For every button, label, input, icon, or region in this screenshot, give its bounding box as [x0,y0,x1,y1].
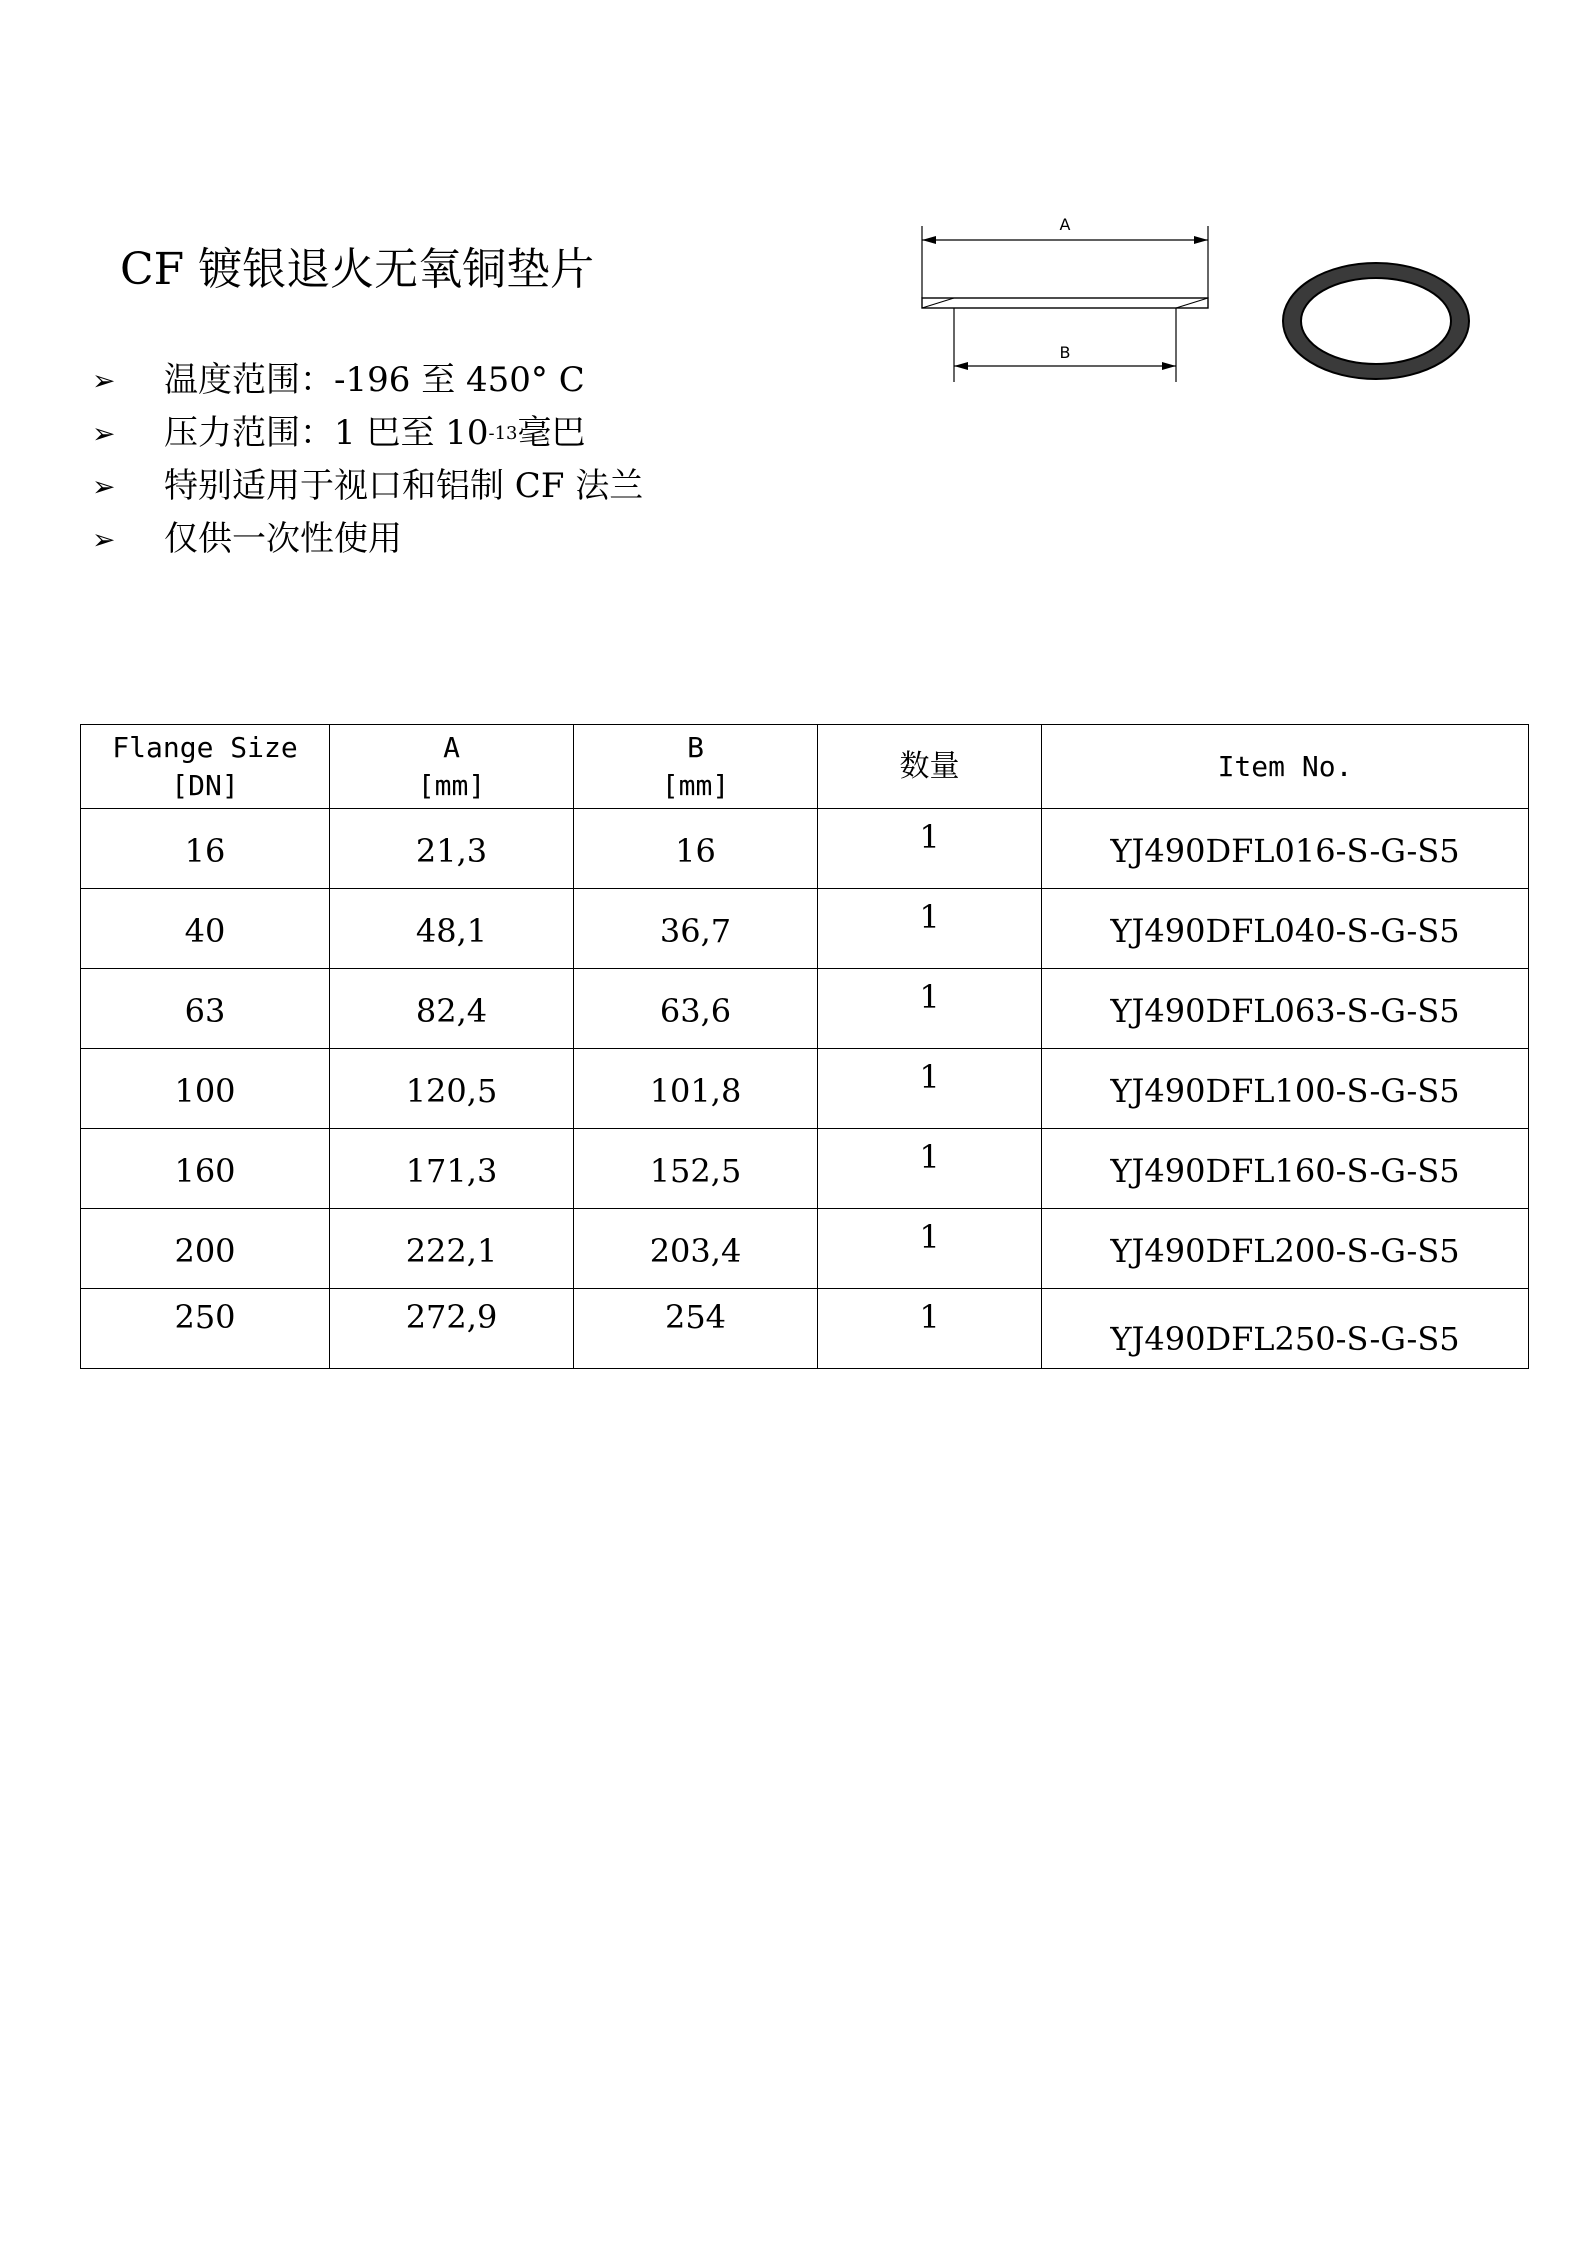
cell-item-no [1042,809,1529,889]
arrow-bullet-icon: ➢ [92,523,116,556]
header-b-unit: [mm] [661,768,730,802]
cell-a [330,1049,574,1129]
gasket-ring-image [1276,256,1476,386]
cell-dn-value: 16 [184,831,226,870]
header-a-label: A [443,730,460,764]
cell-qty-value: 1 [919,897,940,936]
cell-qty [818,809,1042,889]
header-b [574,725,818,809]
page-title: CF 镀银退火无氧铜垫片 [120,244,595,295]
cell-b-value: 16 [675,831,716,870]
cell-b [574,1129,818,1209]
cell-item-no-value: YJ490DFL016-S-G-S5 [1110,831,1460,870]
cell-item-no [1042,969,1529,1049]
cell-b [574,809,818,889]
cell-dn [81,1209,330,1289]
cell-a-value: 48,1 [415,911,488,950]
gasket-dimension-diagram [900,206,1230,386]
feature-list [92,354,643,566]
cell-dn [81,969,330,1049]
table-header-row [81,725,1529,809]
header-item-no: Item No. [1042,725,1529,809]
cell-item-no [1042,1289,1529,1369]
dimension-label-b: B [1059,343,1071,362]
cell-b [574,1209,818,1289]
cell-dn-value: 160 [174,1151,236,1190]
table-row [81,1289,1529,1369]
cell-b [574,889,818,969]
cell-item-no-value: YJ490DFL063-S-G-S5 [1110,991,1460,1030]
header-b-label: B [687,730,704,764]
cell-qty [818,889,1042,969]
cell-a [330,889,574,969]
cell-dn [81,809,330,889]
arrow-bullet-icon: ➢ [92,417,116,450]
table-row [81,889,1529,969]
cell-a [330,969,574,1049]
cell-b-value: 63,6 [659,991,732,1030]
header-flange-size-label: Flange Size [112,730,298,764]
cell-a-value: 120,5 [405,1071,498,1110]
table-row [81,969,1529,1049]
cell-dn-value: 40 [184,911,226,950]
cell-a [330,809,574,889]
header-flange-size-unit: [DN] [171,768,239,802]
feature-item-single-use [92,513,643,566]
arrow-bullet-icon: ➢ [92,470,116,503]
feature-text-post: 毫巴 [517,413,586,453]
dimension-label-a: A [1059,215,1071,234]
feature-text-pre: 压力范围：1 巴至 10 [164,413,489,453]
header-a [330,725,574,809]
cell-a-value: 171,3 [405,1151,498,1190]
header-a-unit: [mm] [417,768,486,802]
cell-item-no-value: YJ490DFL160-S-G-S5 [1110,1151,1460,1190]
cell-qty-value: 1 [919,1137,940,1176]
cell-qty-value: 1 [919,977,940,1016]
cell-qty [818,1289,1042,1369]
cell-qty-value: 1 [919,817,940,856]
cell-item-no-value: YJ490DFL200-S-G-S5 [1110,1231,1460,1270]
cell-a [330,1129,574,1209]
cell-dn-value: 250 [174,1297,236,1336]
cell-a [330,1209,574,1289]
cell-dn-value: 63 [184,991,226,1030]
cell-b-value: 254 [664,1297,727,1336]
feature-text: 特别适用于视口和铝制 CF 法兰 [164,466,644,506]
cell-b-value: 36,7 [659,911,732,950]
cell-b [574,1049,818,1129]
cell-qty-value: 1 [919,1217,940,1256]
cell-dn [81,1049,330,1129]
feature-text: 温度范围：-196 至 450° C [164,360,585,400]
cell-item-no-value: YJ490DFL100-S-G-S5 [1110,1071,1460,1110]
table-row [81,1209,1529,1289]
cell-b [574,1289,818,1369]
cell-dn-value: 100 [174,1071,236,1110]
header-quantity: 数量 [818,725,1042,809]
cell-qty-value: 1 [919,1297,940,1336]
cell-item-no [1042,1209,1529,1289]
feature-item-usage [92,460,643,513]
cell-dn [81,1289,330,1369]
cell-b [574,969,818,1049]
cell-item-no [1042,1049,1529,1129]
feature-item-temperature [92,354,643,407]
cell-b-value: 101,8 [649,1071,742,1110]
table-row [81,1049,1529,1129]
cell-item-no [1042,889,1529,969]
cell-qty [818,1049,1042,1129]
cell-a-value: 21,3 [415,831,488,870]
cell-item-no [1042,1129,1529,1209]
cell-b-value: 152,5 [649,1151,742,1190]
table-row [81,1129,1529,1209]
cell-item-no-value: YJ490DFL040-S-G-S5 [1110,911,1460,950]
cell-a-value: 222,1 [405,1231,498,1270]
cell-b-value: 203,4 [649,1231,742,1270]
arrow-bullet-icon: ➢ [92,364,116,397]
cell-qty [818,1209,1042,1289]
cell-qty [818,1129,1042,1209]
cell-dn [81,1129,330,1209]
cell-a-value: 272,9 [405,1297,498,1336]
feature-text: 仅供一次性使用 [164,519,402,559]
spec-table [80,724,1529,1369]
cell-item-no-value: YJ490DFL250-S-G-S5 [1110,1319,1460,1358]
cell-a-value: 82,4 [415,991,488,1030]
cell-dn-value: 200 [174,1231,236,1270]
feature-item-pressure: ➢ 压力范围：1 巴至 10 -13 毫巴 [92,407,643,460]
cell-dn [81,889,330,969]
header-flange-size [81,725,330,809]
cell-a [330,1289,574,1369]
table-row [81,809,1529,889]
cell-qty-value: 1 [919,1057,940,1096]
cell-qty [818,969,1042,1049]
